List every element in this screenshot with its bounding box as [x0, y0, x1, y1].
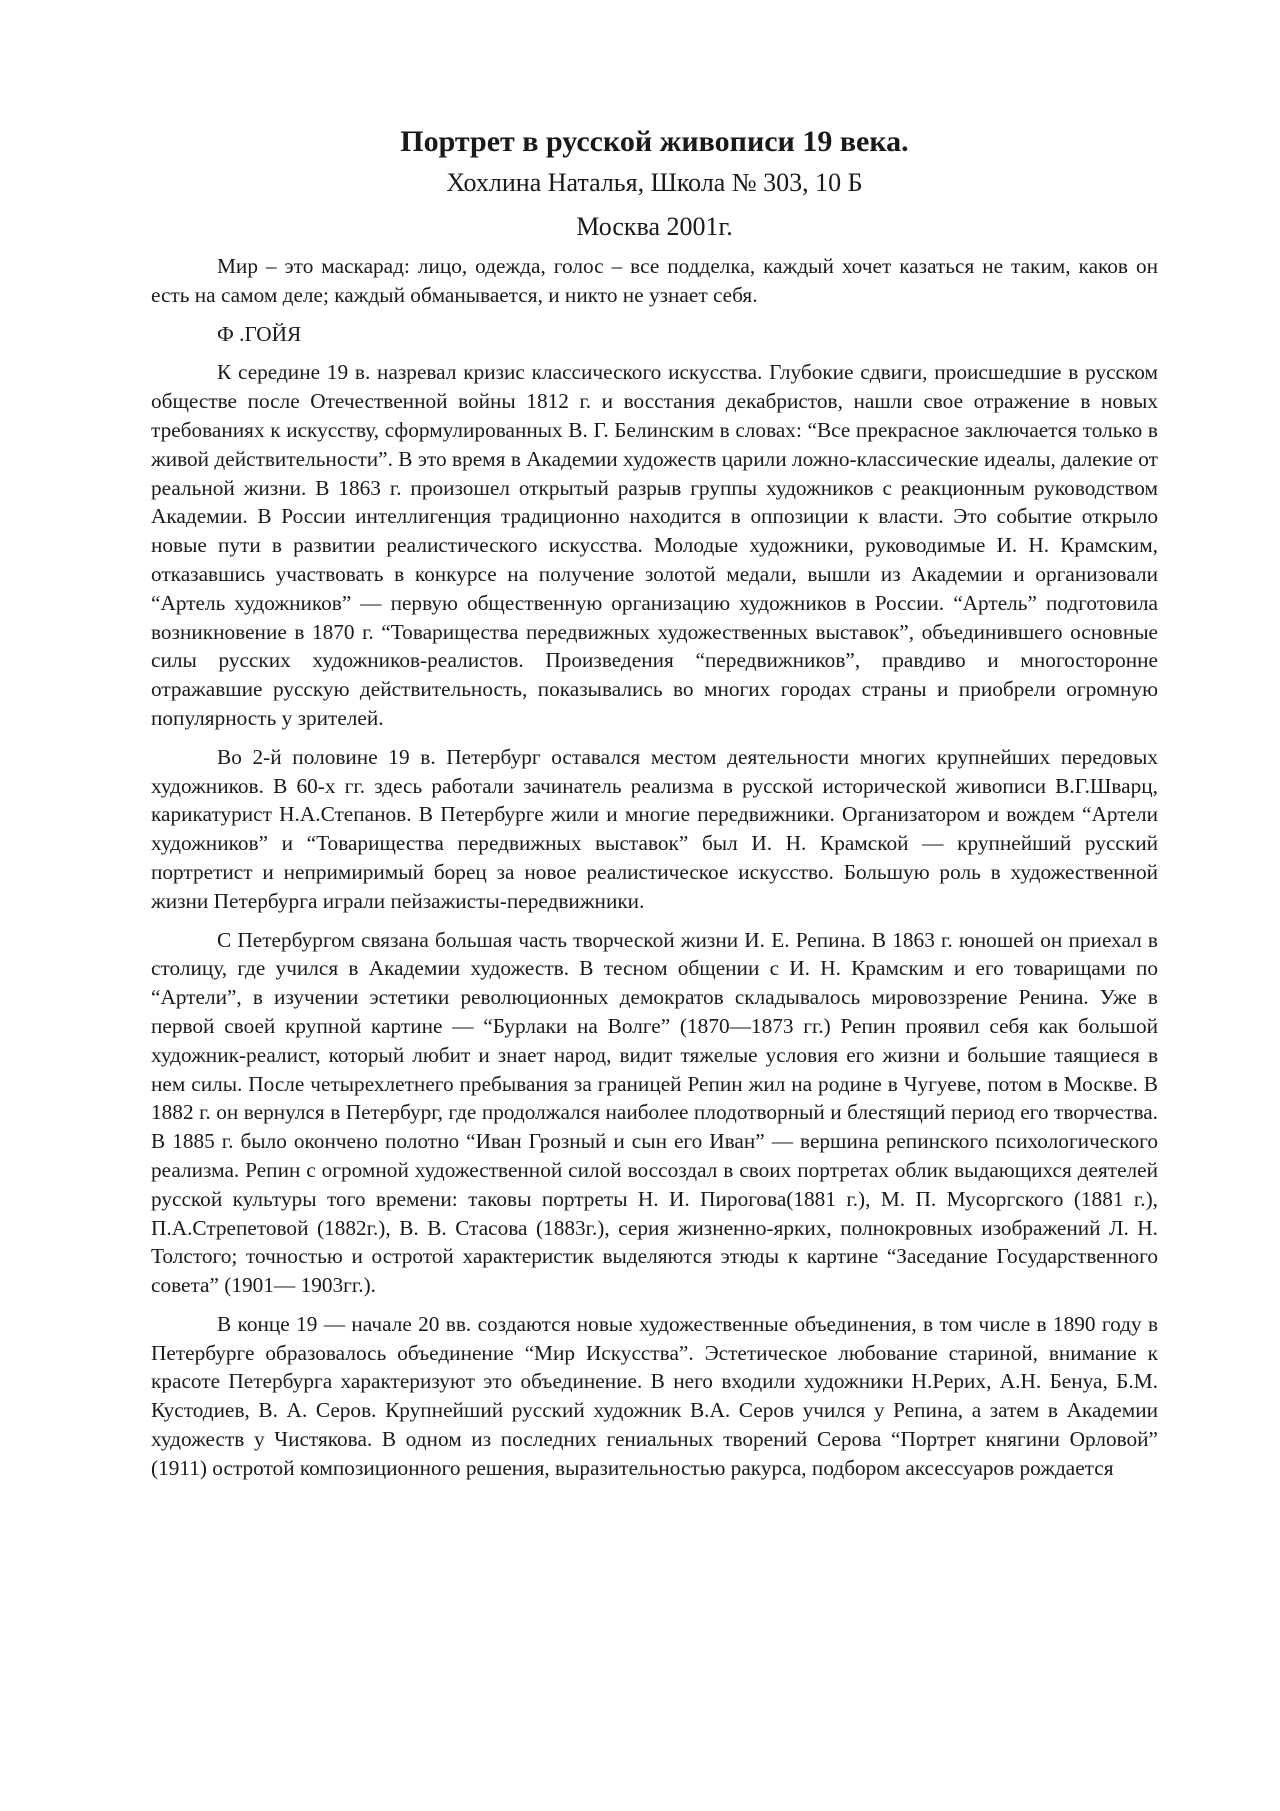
paragraph: Во 2-й половине 19 в. Петербург оставался местом деятельности многих крупнейших передовых художников. В 60-х гг. здесь работали зачинатель реализма в русской исторической живописи В.Г.Шварц, карикатурист Н.А.Степанов. В Петербурге жили и многие передвижники. Организатором и вождем “Артели художников” и “Товарищества передвижных выставок” был И. Н. Крамской — крупнейший русский портретист и непримиримый борец за новое реалистическое искусство. Большую роль в художественной жизни Петербурга играли пейзажисты-передвижники.	[151, 744, 1158, 913]
place-year: Москва 2001г.	[576, 212, 733, 241]
epigraph: Мир – это маскарад: лицо, одежда, голос – все подделка, каждый хочет казаться не таким, каков он есть на самом деле; каждый обманывается, и никто не узнает себя.	[151, 254, 1158, 307]
epigraph-author: Ф .ГОЙЯ	[217, 321, 302, 346]
paragraph: С Петербургом связана большая часть творческой жизни И. Е. Репина. В 1863 г. юношей он приехал в столицу, где учился в Академии художеств. В тесном общении с И. Н. Крамским и его товарищами по “Артели”, в изучении эстетики революционных демократов складывалось мировоззрение Ренина. Уже в первой своей крупной картине — “Бурлаки на Волге” (1870—1873 гг.) Репин проявил себя как большой художник-реалист, который любит и знает народ, видит тяжелые условия его жизни и большие таящиеся в нем силы. После четырехлетнего пребывания за границей Репин жил на родине в Чугуеве, потом в Москве. В 1882 г. он вернулся в Петербург, где продолжался наиболее плодотворный и блестящий период его творчества. В 1885 г. было окончено полотно “Иван Грозный и сын его Иван” — вершина репинского психологического реализма. Репин с огромной художественной силой воссоздал в своих портретах облик выдающихся деятелей русской культуры того времени: таковы портреты Н. И. Пирогова(1881 г.), М. П. Мусоргского (1881 г.), П.А.Стрепетовой (1882г.), В. В. Стасова (1883г.), серия жизненно-ярких, полнокровных изображений Л. Н. Толстого; точностью и остротой характеристик выделяются этюды к картине “Заседание Государственного совета” (1901— 1903гг.).	[151, 927, 1158, 1298]
paragraph: В конце 19 — начале 20 вв. создаются новые художественные объединения, в том числе в 1890 году в Петербурге образовалось объединение “Мир Искусства”. Эстетическое любование стариной, внимание к красоте Петербурга характеризуют это объединение. В него входили художники Н.Рерих, А.Н. Бенуа, Б.М. Кустодиев, В. А. Серов. Крупнейший русский художник В.А. Серов учился у Репина, а затем в Академии художеств у Чистякова. В одном из последних гениальных творений Серова “Портрет княгини Орловой” (1911) остротой композиционного решения, выразительностью ракурса, подбором аксессуаров рождается	[151, 1311, 1158, 1480]
author-line: Хохлина Наталья, Школа № 303, 10 Б	[446, 168, 863, 197]
document-title: Портрет в русской живописи 19 века.	[400, 125, 909, 158]
paragraph: К середине 19 в. назревал кризис классического искусства. Глубокие сдвиги, происшедшие в русском обществе после Отечественной войны 1812 г. и восстания декабристов, нашли свое отражение в новых требованиях к искусству, сформулированных В. Г. Белинским в словах: “Все прекрасное заключается только в живой действительности”. В это время в Академии художеств царили ложно-классические идеалы, далекие от реальной жизни. В 1863 г. произошел открытый разрыв группы художников с реакционным руководством Академии. В России интеллигенция традиционно находится в оппозиции к власти. Это событие открыло новые пути в развитии реалистического искусства. Молодые художники, руководимые И. Н. Крамским, отказавшись участвовать в конкурсе на получение золотой медали, вышли из Академии и организовали “Артель художников” — первую общественную организацию художников в России. “Артель” подготовила возникновение в 1870 г. “Товарищества передвижных художественных выставок”, объединившего основные силы русских художников-реалистов. Произведения “передвижников”, правдиво и многосторонне отражавшие русскую действительность, показывались во многих городах страны и приобрели огромную популярность у зрителей.	[151, 360, 1158, 730]
document-page	[151, 124, 1158, 1493]
